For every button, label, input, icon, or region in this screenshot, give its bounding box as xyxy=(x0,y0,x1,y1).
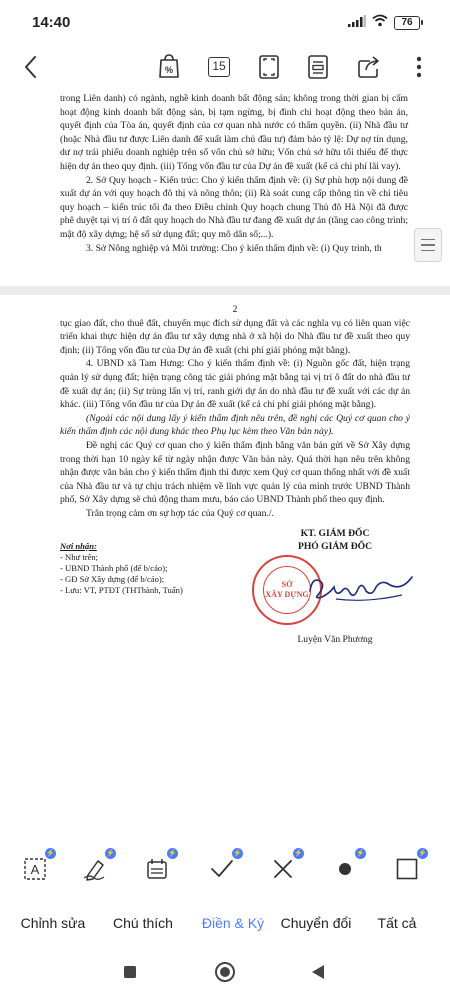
battery-icon: 76 xyxy=(394,16,420,30)
share-button[interactable] xyxy=(354,52,384,82)
page-number: 2 xyxy=(232,304,238,315)
scroll-handle-line xyxy=(421,244,435,246)
more-icon xyxy=(416,56,422,78)
bolt-icon: ⚡ xyxy=(294,850,303,857)
date-tool-icon xyxy=(146,858,168,885)
dot-tool-icon xyxy=(338,862,352,881)
tab-all[interactable]: Tất cả xyxy=(377,915,417,931)
scroll-handle[interactable] xyxy=(414,228,442,262)
tab-edit[interactable]: Chỉnh sửa xyxy=(20,915,86,931)
fit-page-button[interactable] xyxy=(254,52,284,82)
circle-icon xyxy=(214,961,236,988)
handwritten-signature xyxy=(306,569,416,614)
status-time: 14:40 xyxy=(32,14,71,31)
more-button[interactable] xyxy=(404,52,434,82)
fit-page-icon xyxy=(259,55,279,79)
top-toolbar xyxy=(0,44,450,90)
tab-annotate[interactable]: Chú thích xyxy=(113,915,173,931)
back-nav-button[interactable] xyxy=(306,962,330,986)
page2-paragraph-2: 4. UBND xã Tam Hưng: Cho ý kiến thẩm định về: (i) Nguồn gốc đất, hiện trạng quản lý sử dụng đất; hiện trạng công tác giải phóng mặt bằng tại vị trí ô đất do nhà đầu tư đề xuất dự án; (ii) Sự trùng lấn vị trí, ranh giới dự án do nhà đầu tư đề xuất với các dự án khác. (iii) Tổng vốn đầu tư của Dự án đề xuất (kể cả chi phí giải phóng mặt bằng). xyxy=(60,358,410,411)
discount-icon xyxy=(157,54,181,80)
cross-tool[interactable] xyxy=(266,850,303,888)
fill-sign-toolbar xyxy=(0,840,450,900)
signer-title-2: PHÓ GIÁM ĐỐC xyxy=(297,540,373,552)
page2-closing: Trân trọng cảm ơn sự hợp tác của Quý cơ quan./. xyxy=(86,507,274,519)
recipient-item: - GĐ Sở Xây dựng (để b/cáo); xyxy=(60,573,165,584)
signature-pen-tool-icon xyxy=(82,857,108,886)
dot-tool[interactable] xyxy=(328,850,365,888)
scroll-handle-line xyxy=(421,239,435,241)
page1-paragraph-2: 2. Sở Quy hoạch - Kiến trúc: Cho ý kiến thẩm định về: (i) Sự phù hợp nội dung đề xuất dự án với quy hoạch đô thị và nông thôn; (ii) Rà soát cung cấp thông tin về chỉ tiêu quy hoạch – kiến trúc tối đa theo Điều chỉnh Quy hoạch chung Thủ đô Hà Nội đã được phê duyệt tại vị trí ô đất quy hoạch do Nhà đầu tư đang đề xuất dự án (tầng cao công trình; mật độ xây dựng; hệ số sử dụng đất; quy mô dân số;...). xyxy=(60,174,408,240)
page2-paragraph-1: tục giao đất, cho thuê đất, chuyển mục đích sử dụng đất và các nghĩa vụ có liên quan việc triển khai thực hiện dự án đầu tư xây dựng nhà ở xã hội do Nhà đầu tư đề xuất theo quy định; (ii) Tổng vốn đầu tư của Dự án đề xuất (chi phí giải phóng mặt bằng). xyxy=(60,317,410,356)
stamp-text-2: XÂY DỰNG xyxy=(265,589,309,599)
signer-name: Luyện Văn Phương xyxy=(297,633,373,645)
bottom-tabs xyxy=(0,900,450,946)
signature-block xyxy=(60,527,410,647)
triangle-back-icon xyxy=(311,964,325,985)
recipient-item: - Như trên; xyxy=(60,551,99,562)
signal-icon xyxy=(348,14,366,32)
square-icon xyxy=(123,965,137,984)
back-icon xyxy=(24,55,38,79)
page2-paragraph-3: Đề nghị các Quý cơ quan cho ý kiến thẩm định bằng văn bản gửi về Sở Xây dựng trong thời hạn 10 ngày kể từ ngày nhận được Văn bản này. Quá thời hạn nêu trên không nhận được văn bản cho ý kiến thẩm định thì được xem Quý cơ quan thống nhất với đề xuất của Nhà đầu tư và tự chịu trách nhiệm về lĩnh vực quản lý của mình trước UBND Thành phố, Sở Xây dựng sẽ chủ động tham mưu, báo cáo UBND Thành phố theo quy định. xyxy=(60,439,410,506)
bolt-icon: ⚡ xyxy=(46,850,55,857)
document-page-2 xyxy=(0,295,450,832)
bolt-icon: ⚡ xyxy=(233,850,242,857)
recipients xyxy=(60,541,183,596)
stamp-center xyxy=(263,566,311,614)
page-count-button[interactable] xyxy=(204,52,234,82)
check-tool-icon xyxy=(210,859,234,884)
bolt-icon: ⚡ xyxy=(356,850,365,857)
document-icon xyxy=(308,55,328,79)
back-button[interactable] xyxy=(16,52,46,82)
bolt-icon: ⚡ xyxy=(418,850,427,857)
check-tool[interactable] xyxy=(205,850,242,888)
page-count-icon: 15 xyxy=(208,57,230,77)
signer-title-1: KT. GIÁM ĐỐC xyxy=(300,527,370,539)
document-button[interactable] xyxy=(303,52,333,82)
system-navigation-bar xyxy=(0,946,450,1000)
date-tool[interactable] xyxy=(140,850,177,888)
wifi-icon xyxy=(372,14,388,32)
status-bar xyxy=(0,0,450,44)
page2-note: (Ngoài các nội dung lấy ý kiến thẩm định nêu trên, đề nghị các Quý cơ quan cho ý kiến thẩm định các nội dung khác theo Phụ lục kèm theo Văn bản này). xyxy=(60,412,410,438)
status-icons xyxy=(348,14,420,32)
rectangle-tool[interactable] xyxy=(390,850,427,888)
recipients-heading: Nơi nhận: xyxy=(60,540,97,551)
discount-button[interactable] xyxy=(154,52,184,82)
bolt-icon: ⚡ xyxy=(168,850,177,857)
document-page-1 xyxy=(0,90,450,286)
tab-convert[interactable]: Chuyển đổi xyxy=(280,914,352,931)
page1-paragraph-3: 3. Sở Nông nghiệp và Môi trường: Cho ý kiến thẩm định về: (i) Quy trình, th xyxy=(86,242,382,254)
svg-text:%: % xyxy=(164,65,174,75)
stamp-text-1: SỞ xyxy=(281,579,293,589)
recipient-item: - UBND Thành phố (để b/cáo); xyxy=(60,562,168,573)
text-box-tool[interactable] xyxy=(18,850,55,888)
tab-fill-sign[interactable]: Điền & Ký xyxy=(201,915,265,931)
recipient-item: - Lưu: VT, PTĐT (THThành, Tuấn) xyxy=(60,584,183,595)
home-button[interactable] xyxy=(213,962,237,986)
text-box-tool-icon xyxy=(23,857,47,886)
svg-text:A: A xyxy=(30,861,40,877)
recent-apps-button[interactable] xyxy=(118,962,142,986)
cross-tool-icon xyxy=(273,859,293,884)
document-viewer[interactable] xyxy=(0,90,450,832)
rectangle-tool-icon xyxy=(396,858,418,885)
scroll-handle-line xyxy=(421,250,435,252)
signature-tool[interactable] xyxy=(78,850,115,888)
page1-paragraph-1: trong Liên danh) có ngành, nghề kinh doanh bất động sản; không trong thời gian bị cấm hoạt động kinh doanh bất động sản, bị tạm ngừng, bị đình chỉ hoạt động theo bản án, quyết định của Tòa án, quyết định của cơ quan nhà nước có thẩm quyền. (ii) Nhà đầu tư (hoặc Nhà đầu tư được Liên danh để xuất làm chủ đầu tư) đảm bảo tỷ lệ: Dự nợ tín dụng, dư nợ trái phiếu doanh nghiệp trên số vốn chủ sở hữu; Vốn chủ sở hữu tối thiểu để thực hiện dự án theo quy định. (iii) Tổng vốn đầu tư của Dự án đề xuất (kể cả chi phí lãi vay). xyxy=(60,93,408,172)
bolt-icon: ⚡ xyxy=(106,850,115,857)
share-icon xyxy=(357,56,381,78)
